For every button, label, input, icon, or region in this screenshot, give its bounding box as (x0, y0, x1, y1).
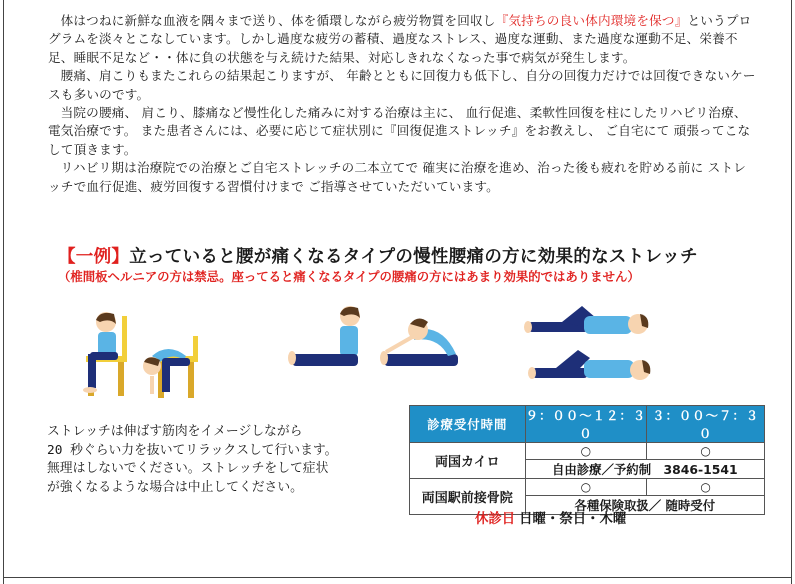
page-border-right (791, 0, 792, 584)
stretch-figure-seated-forward-bend-icon (138, 336, 210, 400)
clinic-name: 両国駅前接骨院 (410, 479, 526, 515)
advice-line: ストレッチは伸ばす筋肉をイメージしながら (47, 424, 303, 439)
morning-open-mark: ○ (525, 443, 647, 460)
intro-p1-end: というプログラムを淡々とこなしています。しかし過度な疲労の蓄積、過度なストレス、過度な運動、また過度な運動不足、栄養不足、睡眠不足など・・体に負の状態を与え続けた結果、対応しきれなくなった事で病気が発生します。 (48, 13, 752, 65)
page-border-left (3, 0, 4, 584)
intro-paragraph-3: 当院の腰痛、 肩こり、膝痛など慢性化した痛みに対する治療は主に、 血行促進、柔軟性回復を柱にしたリハビリ治療、電気治療です。 また患者さんには、必要に応じて症状別に『回復促進ストレッチ』をお教えし、 ご自宅にて 頑張ってこなして頂きます。 (48, 105, 751, 157)
advice-line: が強くなるような場合は中止してください。 (47, 479, 303, 495)
afternoon-open-mark: ○ (647, 479, 765, 496)
intro-paragraph-4: リハビリ期は治療院での治療とご自宅ストレッチの二本立てで 確実に治療を進め、治った後も疲れを貯める前に ストレッチで血行促進、疲労回復する習慣付けまで ご指導させていただいています。 (48, 160, 747, 194)
stretch-advice (47, 423, 397, 497)
advice-line: 20 秒ぐらい力を抜いてリラックスして行います。 (47, 442, 338, 458)
schedule-row-ekimae-seikotsu (410, 479, 765, 496)
page-border-bottom (3, 577, 792, 578)
intro-p1-highlight: 『気持ちの良い体内環境を保つ』 (495, 13, 688, 28)
stretch-figure-supine-knee-hug-icon (522, 304, 652, 346)
intro-p1-start: 体はつねに新鮮な血液を隅々まで送り、体を循環しながら疲労物質を回収し (60, 13, 496, 28)
schedule-header-afternoon: ３：００〜７：３０ (647, 406, 765, 443)
schedule-header-label: 診療受付時間 (410, 406, 526, 443)
intro-paragraph-2: 腰痛、肩こりもまたこれらの結果起こりますが、 年齢とともに回復力も低下し、自分の回復力だけでは回復できないケースも多いのです。 (48, 68, 756, 102)
clinic-name: 両国カイロ (410, 443, 526, 479)
schedule-header-morning: ９：００〜１２：３０ (525, 406, 647, 443)
intro-paragraph-1 (48, 12, 758, 67)
headline-text: 立っていると腰が痛くなるタイプの慢性腰痛の方に効果的なストレッチ (129, 247, 698, 267)
schedule-header-row (410, 406, 765, 443)
closed-days-value: 日曜・祭日・木曜 (519, 512, 627, 527)
afternoon-open-mark: ○ (647, 443, 765, 460)
stretch-figure-seated-upright-icon (80, 310, 140, 398)
clinic-schedule-table (409, 405, 765, 515)
stretch-figure-long-sit-icon (286, 304, 372, 374)
stretch-figure-long-sit-reach-icon (378, 310, 474, 372)
advice-line: 無理はしないでください。ストレッチをして症状 (47, 461, 329, 477)
headline-tag: 【一例】 (58, 247, 130, 267)
closed-days-label: 休診日 (475, 512, 516, 527)
morning-open-mark: ○ (525, 479, 647, 496)
stretch-headline (58, 243, 758, 268)
schedule-row-ryogoku-chiro (410, 443, 765, 460)
intro-text (48, 12, 758, 196)
clinic-info: 自由診療／予約制 3846-1541 (525, 460, 764, 479)
closed-days (475, 508, 626, 527)
stretch-figure-supine-twist-icon (526, 346, 656, 390)
clinic-info: 各種保険取扱／ 随時受付 (525, 496, 764, 515)
stretch-caution-note: （椎間板ヘルニアの方は禁忌。座ってると痛くなるタイプの腰痛の方にはあまり効果的ではありません） (58, 269, 640, 284)
